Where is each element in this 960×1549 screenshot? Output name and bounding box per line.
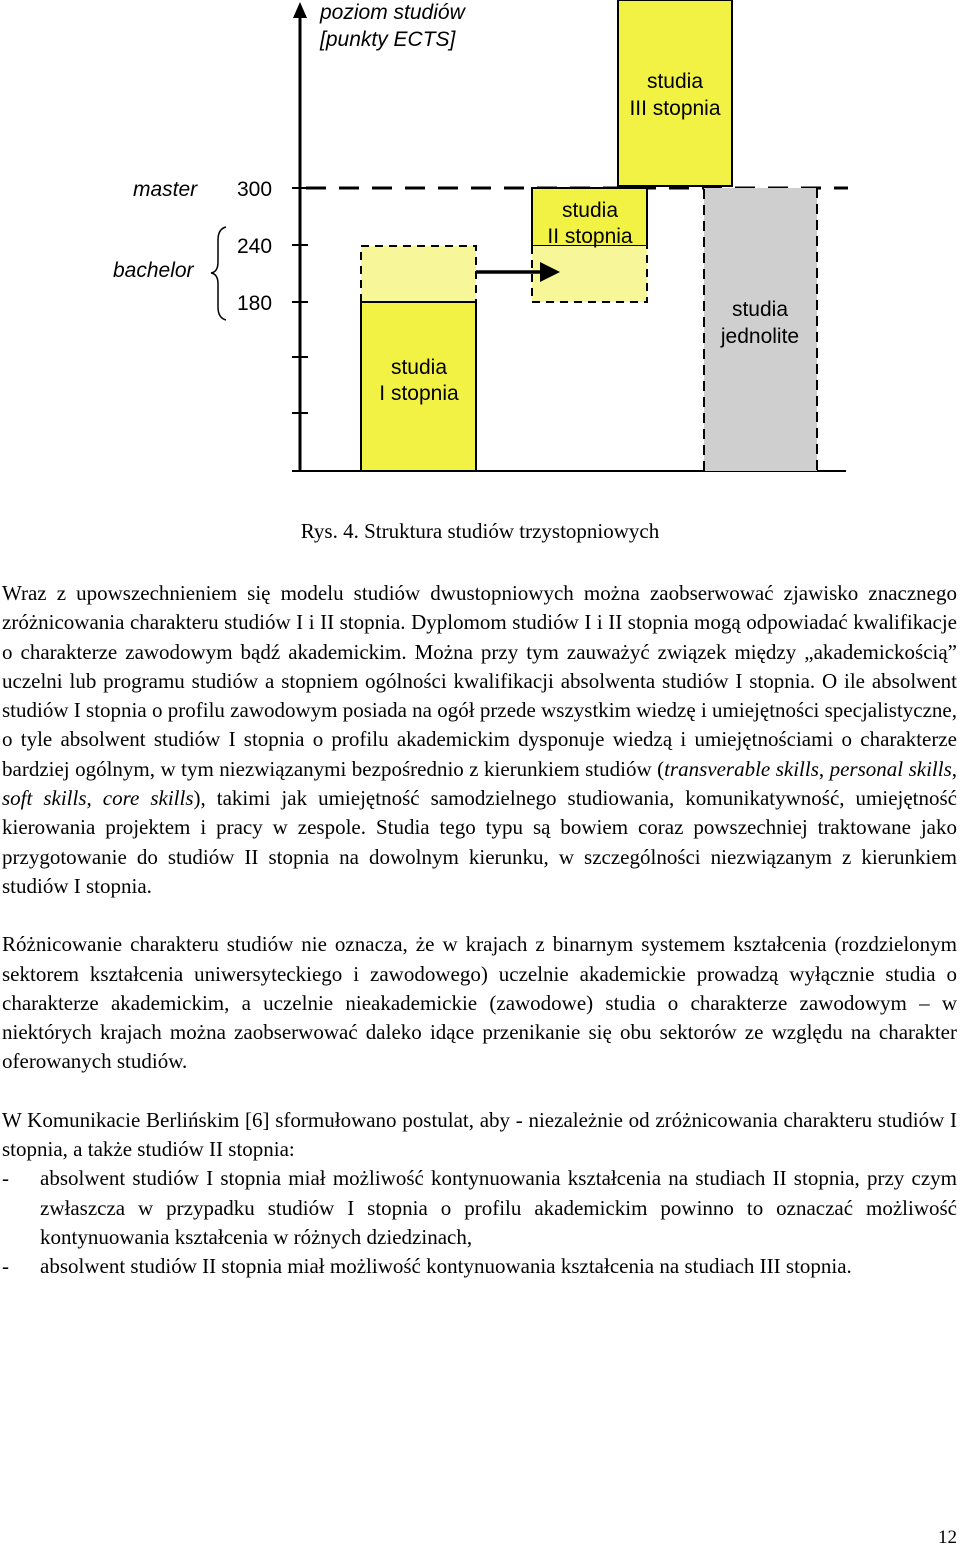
y-axis-label-line1: poziom studiów: [320, 1, 465, 24]
paragraph-3-intro: W Komunikacie Berlińskim [6] sformułowano postulat, aby - niezależnie od zróżnicowania charakteru studiów I stopnia, a także studiów II stopnia:: [2, 1107, 957, 1162]
paragraph-3: [2, 1106, 957, 1282]
y-axis-arrowhead: [293, 2, 307, 18]
separator: ,: [818, 756, 830, 781]
tick-label-240: 240: [237, 235, 273, 258]
separator: ,: [86, 786, 103, 811]
box-first-cycle-label-1: studia: [390, 356, 448, 379]
box-second-cycle-label-2: II stopnia: [547, 225, 633, 248]
paragraph-1-text-b: ), takimi jak umiejętność samodzielnego studiowania, komunikatywność, umiejętność kierowania projektem i pracy w zespole. Studia tego typu są bowiem coraz powszechniej traktowane jako przygotowanie do studiów II stopnia na dowolnym kierunku, w szczególności niezwiązanym z kierunkiem studiów I stopnia.: [2, 786, 957, 898]
list-item: [2, 1252, 957, 1281]
skill-term: soft skills: [2, 786, 87, 811]
box-first-cycle-label-2: I stopnia: [379, 382, 459, 405]
list-dash: -: [2, 1254, 9, 1279]
box-unified-label-1: studia: [731, 298, 789, 321]
paragraph-2: Różnicowanie charakteru studiów nie oznacza, że w krajach z binarnym systemem kształcenia (rozdzielonym sektorem kształcenia uniwersyteckiego i zawodowego) uczelnie akademickie prowadzą wyłącznie studia o charakterze akademickim, a uczelnie nieakademickie (zawodowe) studia o charakterze zawodowym – w niektórych krajach można zaobserwować daleko idące przenikanie się obu sektorów ze względu na charakter oferowanych studiów.: [2, 932, 957, 1074]
bachelor-brace: [211, 227, 226, 320]
box-unified-label-2: jednolite: [720, 325, 800, 348]
box-first-cycle-upper: [361, 246, 476, 302]
figure-caption: Rys. 4. Struktura studiów trzystopniowych: [300, 519, 660, 543]
y-axis-label-line2: [punkty ECTS]: [320, 28, 456, 51]
box-third-cycle-label-2: III stopnia: [629, 97, 721, 120]
list-item-text: absolwent studiów I stopnia miał możliwość kontynuowania kształcenia na studiach II stopnia, przy czym zwłaszcza w przypadku studiów I stopnia o profilu akademickim powinno to oznaczać możliwość kontynuowania kształcenia w różnych dziedzinach,: [40, 1166, 957, 1249]
tick-label-300: 300: [237, 178, 273, 201]
skill-term: personal skills: [829, 756, 952, 781]
box-third-cycle-label-1: studia: [646, 70, 704, 93]
tick-label-180: 180: [237, 292, 273, 315]
separator: ,: [951, 756, 957, 781]
bachelor-label: bachelor: [113, 259, 194, 282]
page-number: 12: [938, 1527, 957, 1548]
box-third-cycle: [618, 0, 732, 186]
box-second-cycle-label-1: studia: [561, 199, 619, 222]
ects-structure-diagram: [0, 0, 960, 510]
list-dash: -: [2, 1166, 9, 1191]
paragraph-1: [2, 579, 957, 901]
body-text: [2, 579, 957, 1282]
list-item-text: absolwent studiów II stopnia miał możliwość kontynuowania kształcenia na studiach III stopnia.: [40, 1254, 852, 1279]
skill-term: transverable skills: [664, 756, 819, 781]
paragraph-1-text-a: Wraz z upowszechnieniem się modelu studiów dwustopniowych można zaobserwować zjawisko znacznego zróżnicowania charakteru studiów I i II stopnia. Dyplomom studiów I i II stopnia mogą odpowiadać kwalifikacje o charakterze zawodowym bądź akademickim. Można przy tym zauważyć związek między „akademickością” uczelni lub programu studiów a stopniem ogólności kwalifikacji absolwenta studiów I stopnia. O ile absolwent studiów I stopnia o profilu zawodowym posiada na ogół przede wszystkim wiedzę i umiejętności specjalistyczne, o tyle absolwent studiów I stopnia o profilu akademickim dysponuje wiedzą i umiejętnościami o charakterze bardziej ogólnym, w tym niezwiązanymi bezpośrednio z kierunkiem studiów (: [2, 581, 957, 781]
master-label: master: [133, 178, 198, 201]
skill-term: core skills: [102, 786, 194, 811]
list-item: [2, 1164, 957, 1252]
